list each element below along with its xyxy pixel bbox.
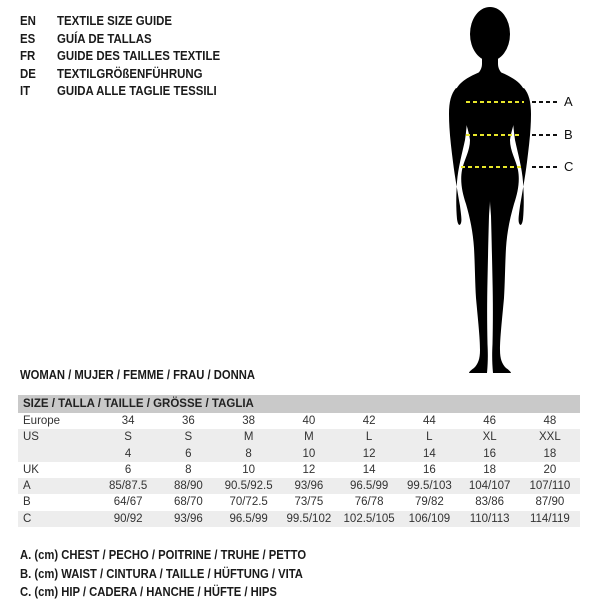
size-cell: S [124,431,132,444]
measure-label: C [564,159,574,174]
size-cell: 106/109 [408,512,451,525]
measure-label: A [564,94,573,109]
size-cell: 90.5/92.5 [224,480,273,493]
size-cell: 4 [124,447,132,460]
size-cell: 73/75 [294,496,324,509]
size-cell: 93/96 [173,512,203,525]
size-cell: 46 [483,415,497,427]
size-cell: 42 [362,415,376,427]
measure-dash-black [532,101,558,103]
measure-dash-black [532,134,558,136]
language-title: TEXTILE SIZE GUIDE [56,13,173,28]
measure-dash-yellow [466,101,524,103]
size-cell: 20 [543,463,557,476]
size-cell: 38 [242,415,256,427]
language-title-block [20,12,220,100]
size-cell: M [304,431,314,444]
measure-dash-yellow [461,166,523,168]
size-cell: 18 [543,447,557,460]
size-cell: 110/113 [469,512,510,525]
size-cell: 6 [185,447,192,460]
size-table [18,395,580,527]
size-cell: 104/107 [468,480,511,493]
silhouette-arm [449,88,467,225]
size-cell: 10 [302,447,316,460]
size-table-header: SIZE / TALLA / TAILLE / GRÖSSE / TAGLIA [18,395,580,413]
size-cell: 85/87.5 [108,480,148,493]
size-cell: 102.5/105 [343,512,395,525]
size-cell: 34 [121,415,135,427]
table-row [18,478,580,494]
size-cell: 99.5/102 [286,512,332,525]
size-cell: 96.5/99 [229,512,268,525]
language-title: GUIDA ALLE TAGLIE TESSILI [56,83,217,99]
table-row [18,429,580,445]
size-table-body [18,413,580,527]
size-cell: 40 [302,415,316,427]
table-row [18,511,580,527]
size-cell: 96.5/99 [349,480,389,493]
size-cell: 79/82 [414,496,444,509]
size-cell: 8 [245,447,252,460]
size-cell: 16 [422,463,436,476]
size-cell: 64/67 [113,496,143,509]
size-cell: XXL [539,431,561,444]
size-cell: 14 [422,447,436,460]
size-cell: XL [482,431,497,444]
size-cell: 36 [181,415,195,427]
size-cell: 12 [302,463,316,476]
size-cell: 12 [362,447,376,460]
size-cell: 83/86 [475,496,505,509]
language-row [20,65,220,83]
language-row [20,82,220,100]
size-cell: M [243,431,254,444]
size-cell: 70/72.5 [229,496,268,509]
size-cell: 87/90 [535,496,565,509]
size-cell: 90/92 [113,512,143,525]
size-cell: L [426,431,433,444]
row-label [18,446,98,462]
size-cell: 93/96 [294,480,324,493]
measure-label: B [564,127,573,142]
measurement-legend [20,546,306,602]
language-code: FR [20,48,36,64]
language-code: EN [20,13,36,28]
size-cell: 76/78 [354,496,384,509]
size-cell: 107/110 [529,480,571,493]
size-cell: 18 [483,463,497,476]
language-code: ES [20,30,36,46]
language-code: IT [20,83,31,99]
size-cell: 68/70 [173,496,203,509]
size-cell: 44 [422,415,436,427]
measure-dash-yellow [466,134,521,136]
size-cell: 10 [242,463,256,476]
language-row [20,12,220,30]
size-cell: 14 [362,463,376,476]
size-cell: 99.5/103 [406,480,452,493]
size-cell: 88/90 [173,480,203,493]
language-title: TEXTILGRÖßENFÜHRUNG [56,65,203,81]
table-row [18,494,580,510]
row-label: US [23,431,39,444]
row-label: C [23,512,32,525]
size-cell: 114/119 [529,512,570,525]
row-label: B [23,496,31,509]
size-cell: L [365,431,373,444]
size-cell: 16 [483,447,497,460]
table-row [18,462,580,478]
legend-line: B. (cm) WAIST / CINTURA / TAILLE / HÜFTUNG / VITA [20,566,303,581]
size-cell: 48 [543,415,557,427]
woman-silhouette [440,4,540,374]
section-title: WOMAN / MUJER / FEMME / FRAU / DONNA [20,368,255,382]
size-cell: 8 [185,463,192,476]
table-row [18,446,580,462]
legend-line: C. (cm) HIP / CADERA / HANCHE / HÜFTE / HIPS [20,585,277,599]
row-label: A [23,480,31,493]
language-title: GUIDE DES TAILLES TEXTILE [56,48,221,64]
language-row [20,47,220,65]
size-cell: 6 [124,463,132,476]
measure-dash-black [532,166,558,168]
table-row [18,413,580,429]
language-code: DE [20,65,36,81]
row-label: UK [23,463,39,476]
size-cell: S [184,431,193,444]
language-title: GUÍA DE TALLAS [56,30,152,46]
row-label: Europe [23,415,61,427]
legend-line: A. (cm) CHEST / PECHO / POITRINE / TRUHE / PETTO [20,548,307,562]
language-row [20,30,220,48]
